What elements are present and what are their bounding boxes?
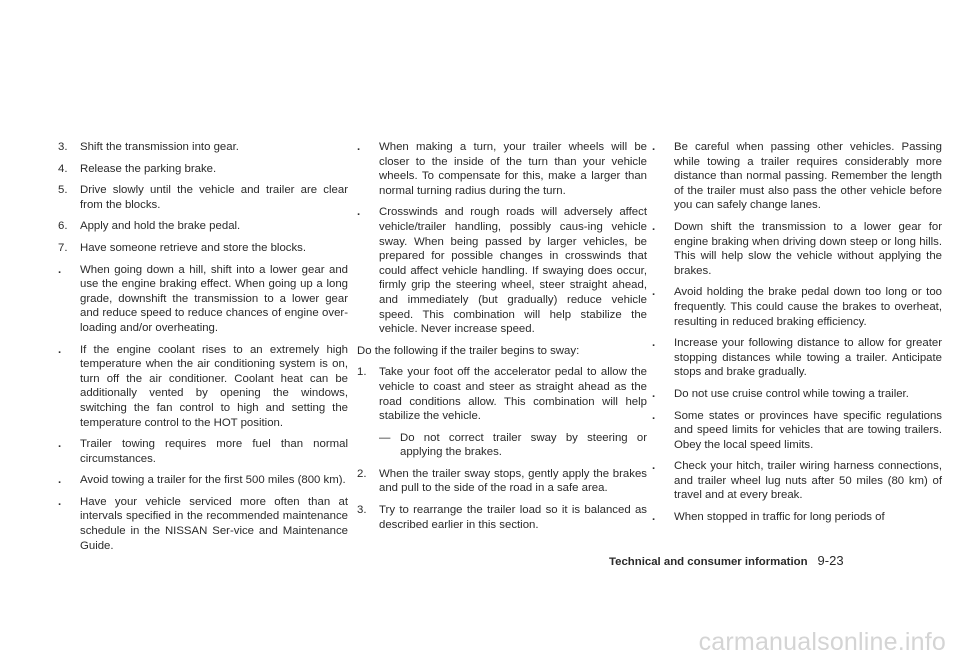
step-marker: 3.	[357, 504, 367, 517]
bullet-marker: .	[58, 474, 62, 487]
step-item	[357, 467, 647, 496]
list-marker: 6.	[58, 220, 68, 233]
step-text: When the trailer sway stops, gently apply the brakes and pull to the side of the road in a safe area.	[379, 467, 647, 495]
list-text: Have someone retrieve and store the blocks.	[80, 241, 307, 254]
bullet-text: When making a turn, your trailer wheels will be closer to the inside of the turn than your vehicle wheels. To compensate for this, make a larger than normal turning radius during the turn.	[379, 141, 647, 197]
dash-marker: —	[379, 431, 391, 444]
list-text: Apply and hold the brake pedal.	[80, 220, 241, 233]
bullet-item	[652, 336, 942, 380]
step-text: Take your foot off the accelerator pedal to allow the vehicle to coast and steer as straight ahead as the road conditions allow. This combination will help stabilize the vehicle.	[379, 366, 647, 423]
bullet-item	[652, 140, 942, 213]
bullet-item	[652, 409, 942, 453]
bullet-item	[58, 437, 348, 466]
column-2	[357, 140, 647, 539]
bullet-item	[58, 263, 348, 336]
bullet-item	[652, 285, 942, 329]
list-item	[58, 162, 348, 177]
list-item	[58, 219, 348, 234]
bullet-marker: .	[58, 495, 62, 508]
step-item	[357, 503, 647, 532]
bullet-item	[652, 459, 942, 503]
bullet-text: If the engine coolant rises to an extremely high temperature when the air conditioning system is on, turn off the air conditioner. Coolant heat can be additionally vented by opening the windows, switching the fan control to high and setting the temperature control to the HOT position.	[80, 343, 348, 429]
bullet-text: Be careful when passing other vehicles. Passing while towing a trailer requires considerably more distance than normal passing. Remember the length of the trailer must also pass the other vehicle before you can safely change lanes.	[674, 141, 942, 212]
list-marker: 7.	[58, 241, 68, 254]
bullet-marker: .	[652, 511, 656, 524]
bullet-item	[652, 510, 942, 525]
list-marker: 4.	[58, 162, 68, 175]
footer-section-title: Technical and consumer information	[609, 556, 808, 568]
list-item	[58, 140, 348, 155]
list-marker: 3.	[58, 141, 68, 153]
bullet-text: Crosswinds and rough roads will adversely affect vehicle/trailer handling, possibly caus-ing vehicle sway. When being passed by larger vehicles, be prepared for possible changes in crosswinds that could affect vehicle handling. If swaying does occur, firmly grip the steering wheel, steer straight ahead, and immediately (but gradually) reduce vehicle speed. This combination will help stabilize the vehicle. Never increase speed.	[379, 206, 647, 336]
bullet-item	[58, 495, 348, 553]
watermark: carmanualsonline.info	[698, 628, 946, 656]
bullet-marker: .	[652, 286, 656, 299]
bullet-item	[58, 473, 348, 488]
note-text: Do not correct trailer sway by steering or applying the brakes.	[400, 431, 647, 459]
bullet-text: Do not use cruise control while towing a trailer.	[674, 387, 909, 400]
step-marker: 2.	[357, 467, 367, 480]
bullet-marker: .	[58, 343, 62, 356]
list-item	[58, 183, 348, 212]
step-item	[357, 365, 647, 460]
bullet-item	[58, 343, 348, 431]
bullet-marker: .	[652, 337, 656, 350]
bullet-item	[357, 140, 647, 198]
bullet-text: Avoid holding the brake pedal down too long or too frequently. This could cause the brakes to overheat, resulting in reduced braking efficiency.	[674, 286, 942, 328]
column-3	[652, 140, 942, 532]
list-text: Drive slowly until the vehicle and trailer are clear from the blocks.	[80, 184, 348, 211]
bullet-text: Avoid towing a trailer for the first 500 miles (800 km).	[80, 474, 346, 487]
step-text: Try to rearrange the trailer load so it is balanced as described earlier in this section.	[379, 504, 647, 531]
bullet-item	[652, 387, 942, 402]
bullet-marker: .	[652, 141, 656, 153]
bullet-text: When going down a hill, shift into a lower gear and use the engine braking effect. When going up a long grade, downshift the transmission to a lower gear and reduce speed to reduce chances of engine over-loading and/or overheating.	[80, 263, 348, 334]
bullet-text: When stopped in traffic for long periods of	[674, 511, 885, 524]
column-1	[58, 140, 348, 560]
bullet-text: Check your hitch, trailer wiring harness connections, and trailer wheel lug nuts after 50 miles (80 km) of travel and at every break.	[674, 460, 942, 502]
list-text: Shift the transmission into gear.	[80, 141, 239, 153]
bullet-marker: .	[357, 141, 361, 153]
bullet-marker: .	[58, 438, 62, 451]
bullet-marker: .	[357, 206, 361, 219]
step-note	[379, 431, 647, 460]
bullet-marker: .	[652, 409, 656, 422]
bullet-text: Some states or provinces have specific regulations and speed limits for vehicles that are towing trailers. Obey the local speed limits.	[674, 409, 942, 451]
page-number: 9-23	[817, 553, 844, 568]
bullet-item	[652, 220, 942, 278]
bullet-marker: .	[652, 220, 656, 233]
bullet-marker: .	[652, 460, 656, 473]
bullet-item	[357, 205, 647, 336]
bullet-marker: .	[652, 387, 656, 400]
step-marker: 1.	[357, 366, 367, 379]
bullet-text: Have your vehicle serviced more often than at intervals specified in the recommended maintenance schedule in the NISSAN Ser-vice and Maintenance Guide.	[80, 495, 348, 552]
page-footer	[609, 554, 911, 569]
bullet-marker: .	[58, 263, 62, 276]
list-text: Release the parking brake.	[80, 162, 217, 175]
list-item	[58, 241, 348, 256]
list-marker: 5.	[58, 184, 68, 197]
bullet-text: Down shift the transmission to a lower gear for engine braking when driving down steep or long hills. This will help slow the vehicle without applying the brakes.	[674, 220, 942, 277]
sway-intro: Do the following if the trailer begins to sway:	[357, 344, 580, 357]
bullet-text: Increase your following distance to allow for greater stopping distances while towing a trailer. Anticipate stops and brake gradually.	[674, 337, 942, 379]
bullet-text: Trailer towing requires more fuel than normal circumstances.	[80, 438, 348, 465]
